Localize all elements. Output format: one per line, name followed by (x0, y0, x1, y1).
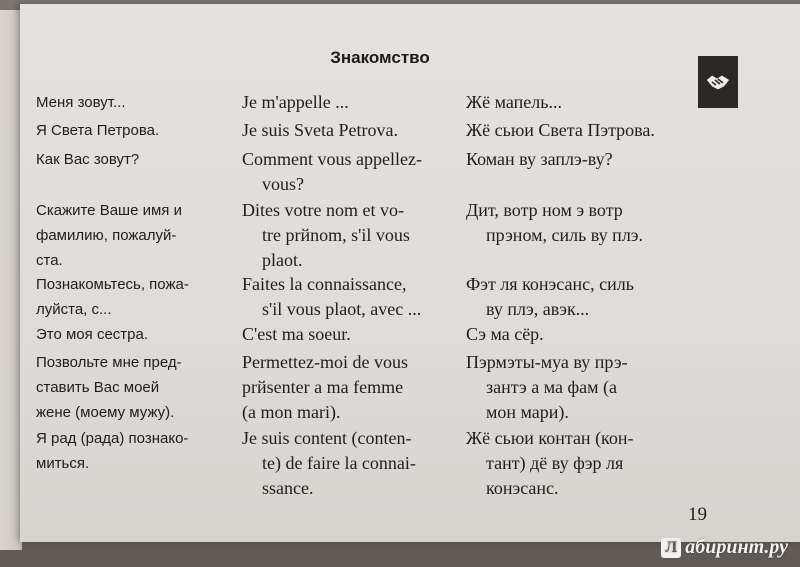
watermark (661, 536, 788, 559)
french-phrase: C'est ma soeur. (242, 324, 351, 344)
watermark-text: абиринт.ру (685, 536, 788, 558)
french-phrase: Faites la connaissance, s'il vous plaot, avec ... (242, 274, 422, 319)
french-phrase: Je m'appelle ... (242, 92, 349, 112)
russian-phrase: Это моя сестра. (36, 326, 149, 343)
book-page (20, 4, 800, 542)
transcription: Жё мапель... (466, 92, 562, 112)
previous-page-edge (0, 10, 22, 550)
french-phrase: Permettez-moi de vous prйsenter a ma femme (a mon mari). (242, 352, 408, 422)
french-phrase: Comment vous appellez- vous? (242, 149, 422, 194)
transcription: Пэрмэты-муа ву прэ- зантэ а ма фам (а мон мари). (466, 352, 628, 422)
transcription: Жё сьюи контан (кон- тант) дё ву фэр ля конэсанс. (466, 428, 634, 498)
french-phrase: Je suis content (conten- te) de faire la connai- ssance. (242, 428, 416, 498)
russian-phrase: Познакомьтесь, пожа- луйста, с... (36, 276, 189, 318)
french-phrase: Dites votre nom et vo- tre prйnom, s'il vous plaot. (242, 200, 410, 270)
russian-phrase: Меня зовут... (36, 94, 126, 111)
russian-phrase: Я рад (рада) познако- миться. (36, 430, 189, 472)
russian-phrase: Как Вас зовут? (36, 151, 140, 168)
page-title: Знакомство (330, 48, 430, 67)
transcription: Коман ву заплэ-ву? (466, 149, 613, 169)
transcription: Дит, вотр ном э вотр прэном, силь ву плэ. (466, 200, 644, 245)
page-number: 19 (688, 504, 707, 525)
handshake-icon (703, 67, 733, 97)
transcription: Фэт ля конэсанс, силь ву плэ, авэк... (466, 274, 634, 319)
russian-phrase: Я Света Петрова. (36, 122, 160, 139)
french-phrase: Je suis Sveta Petrova. (242, 120, 398, 140)
russian-phrase: Позвольте мне пред- ставить Вас моей жене (моему мужу). (36, 354, 182, 421)
russian-phrase: Скажите Ваше имя и фамилию, пожалуй- ста. (36, 202, 182, 269)
transcription: Жё сьюи Света Пэтрова. (466, 120, 655, 140)
transcription: Сэ ма сёр. (466, 324, 544, 344)
labirint-logo-icon: Л (661, 538, 681, 558)
